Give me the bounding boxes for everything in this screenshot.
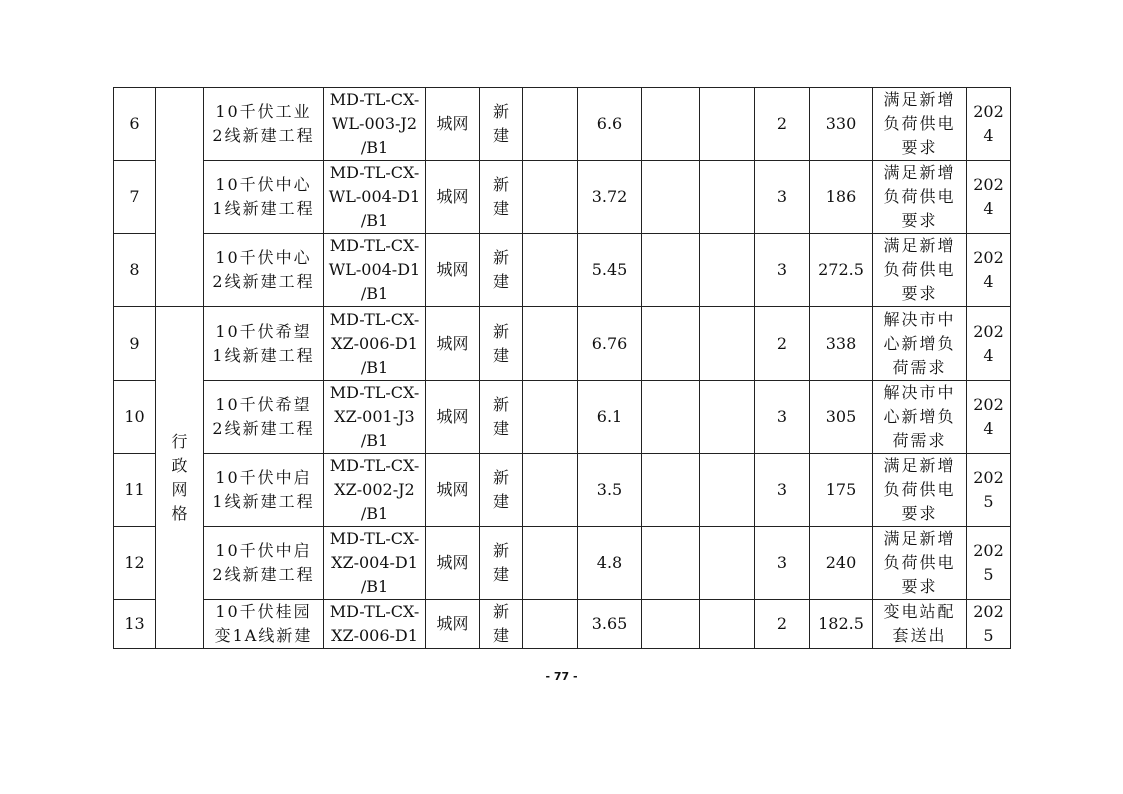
empty-cell [700, 307, 755, 381]
project-name-cell [204, 454, 324, 527]
purpose-text: 满足新增 负荷供电 要求 [883, 236, 956, 303]
project-code-cell [324, 234, 426, 307]
empty-cell [523, 600, 578, 649]
line-length-cell [578, 88, 642, 161]
project-name-text: 10千伏希望 1线新建工程 [212, 321, 315, 365]
table-row [114, 234, 1011, 307]
purpose-text: 满足新增 负荷供电 要求 [883, 90, 956, 157]
row-number-cell [114, 307, 156, 381]
purpose-cell [873, 527, 967, 600]
line-length-cell [578, 527, 642, 600]
project-name-text: 10千伏中启 1线新建工程 [212, 468, 315, 511]
year-text: 202 4 [973, 175, 1004, 218]
year-cell [967, 600, 1011, 649]
capacity-text: 186 [825, 187, 857, 206]
area-type-text: 城网 [436, 187, 469, 206]
row-number-cell [114, 600, 156, 649]
project-name-text: 10千伏桂园 变1A线新建 [214, 602, 313, 645]
project-code-cell [324, 161, 426, 234]
area-type-cell [426, 600, 480, 649]
purpose-cell [873, 307, 967, 381]
project-code-cell [324, 527, 426, 600]
construction-nature-cell [480, 161, 523, 234]
year-cell [967, 307, 1011, 381]
quantity-cell [755, 454, 810, 527]
capacity-text: 338 [825, 333, 857, 353]
year-cell [967, 454, 1011, 527]
year-text: 202 4 [973, 395, 1004, 438]
construction-nature-cell [480, 381, 523, 454]
construction-nature-text: 新 建 [492, 248, 509, 291]
quantity-text: 2 [776, 114, 788, 133]
construction-nature-cell [480, 234, 523, 307]
project-code-text: MD-TL-CX- XZ-006-D1 /B1 [329, 309, 420, 377]
capacity-text: 305 [825, 407, 857, 426]
quantity-text: 3 [776, 260, 788, 279]
empty-cell [642, 600, 700, 649]
capacity-text: 272.5 [818, 260, 864, 279]
construction-nature-cell [480, 527, 523, 600]
table-row [114, 600, 1011, 649]
capacity-cell [810, 527, 873, 600]
capacity-text: 330 [825, 114, 857, 133]
line-length-text: 3.72 [591, 187, 628, 206]
region-cell-blank [156, 88, 204, 307]
purpose-text: 满足新增 负荷供电 要求 [883, 456, 956, 523]
project-name-cell [204, 234, 324, 307]
line-length-cell [578, 234, 642, 307]
project-code-cell [324, 88, 426, 161]
region-label: 行 政 网 格 [171, 431, 188, 523]
project-name-text: 10千伏中启 2线新建工程 [212, 541, 315, 584]
project-name-text: 10千伏希望 2线新建工程 [212, 395, 315, 438]
capacity-cell [810, 88, 873, 161]
year-text: 202 5 [973, 602, 1004, 645]
project-code-text: MD-TL-CX- WL-004-D1 /B1 [328, 236, 421, 303]
project-code-text: MD-TL-CX- WL-003-J2 /B1 [329, 90, 420, 157]
row-number-text: 7 [129, 187, 140, 206]
empty-cell [642, 381, 700, 454]
quantity-cell [755, 234, 810, 307]
line-length-cell [578, 600, 642, 649]
line-length-cell [578, 161, 642, 234]
quantity-text: 3 [776, 187, 788, 206]
quantity-cell [755, 307, 810, 381]
area-type-text: 城网 [436, 553, 469, 572]
area-type-text: 城网 [436, 407, 469, 426]
capacity-text: 175 [825, 480, 857, 499]
row-number-cell [114, 161, 156, 234]
project-name-cell [204, 307, 324, 381]
line-length-cell [578, 454, 642, 527]
project-code-text: MD-TL-CX- XZ-002-J2 /B1 [329, 456, 420, 523]
line-length-text: 5.45 [591, 260, 628, 279]
capacity-text: 182.5 [818, 614, 864, 633]
row-number-cell [114, 234, 156, 307]
empty-cell [523, 88, 578, 161]
year-text: 202 4 [973, 248, 1004, 291]
project-code-cell [324, 381, 426, 454]
purpose-cell [873, 234, 967, 307]
capacity-cell [810, 381, 873, 454]
capacity-cell [810, 234, 873, 307]
year-cell [967, 527, 1011, 600]
empty-cell [523, 161, 578, 234]
construction-nature-text: 新 建 [492, 175, 509, 218]
year-cell [967, 234, 1011, 307]
project-code-text: MD-TL-CX- XZ-001-J3 /B1 [329, 383, 420, 450]
row-number-text: 11 [124, 480, 145, 499]
quantity-text: 2 [776, 614, 788, 633]
empty-cell [700, 88, 755, 161]
row-number-text: 9 [129, 333, 140, 353]
area-type-cell [426, 307, 480, 381]
project-table [113, 87, 1011, 649]
table-row [114, 381, 1011, 454]
year-cell [967, 381, 1011, 454]
area-type-cell [426, 527, 480, 600]
project-name-cell [204, 381, 324, 454]
project-name-text: 10千伏工业 2线新建工程 [212, 102, 315, 145]
area-type-text: 城网 [436, 333, 469, 353]
row-number-text: 8 [129, 260, 140, 279]
line-length-text: 6.6 [596, 114, 623, 133]
purpose-cell [873, 454, 967, 527]
year-text: 202 4 [973, 321, 1004, 365]
construction-nature-cell [480, 454, 523, 527]
purpose-text: 解决市中 心新增负 荷需求 [883, 383, 956, 450]
project-code-cell [324, 307, 426, 381]
capacity-cell [810, 307, 873, 381]
capacity-cell [810, 161, 873, 234]
area-type-text: 城网 [436, 614, 469, 633]
line-length-cell [578, 381, 642, 454]
row-number-cell [114, 381, 156, 454]
empty-cell [700, 454, 755, 527]
table-row [114, 527, 1011, 600]
table-body [114, 88, 1011, 649]
empty-cell [642, 527, 700, 600]
project-name-text: 10千伏中心 2线新建工程 [212, 248, 315, 291]
quantity-text: 3 [776, 553, 788, 572]
line-length-text: 6.76 [591, 333, 628, 353]
empty-cell [642, 161, 700, 234]
project-code-text: MD-TL-CX- WL-004-D1 /B1 [328, 163, 421, 230]
empty-cell [642, 234, 700, 307]
year-cell [967, 161, 1011, 234]
empty-cell [700, 381, 755, 454]
year-cell [967, 88, 1011, 161]
empty-cell [700, 600, 755, 649]
area-type-text: 城网 [436, 260, 469, 279]
line-length-text: 3.65 [591, 614, 628, 633]
row-number-cell [114, 454, 156, 527]
area-type-cell [426, 234, 480, 307]
project-code-cell [324, 600, 426, 649]
quantity-text: 3 [776, 480, 788, 499]
quantity-cell [755, 600, 810, 649]
empty-cell [523, 234, 578, 307]
table-row [114, 161, 1011, 234]
area-type-cell [426, 88, 480, 161]
purpose-text: 满足新增 负荷供电 要求 [883, 163, 956, 230]
empty-cell [642, 307, 700, 381]
empty-cell [700, 234, 755, 307]
quantity-cell [755, 161, 810, 234]
empty-cell [700, 161, 755, 234]
empty-cell [642, 454, 700, 527]
year-text: 202 5 [973, 541, 1004, 584]
area-type-cell [426, 454, 480, 527]
quantity-text: 3 [776, 407, 788, 426]
project-name-text: 10千伏中心 1线新建工程 [212, 175, 315, 218]
purpose-cell [873, 88, 967, 161]
purpose-text: 满足新增 负荷供电 要求 [883, 529, 956, 596]
capacity-cell [810, 600, 873, 649]
table-row [114, 454, 1011, 527]
region-cell [156, 307, 204, 649]
construction-nature-cell [480, 600, 523, 649]
line-length-text: 3.5 [596, 480, 623, 499]
row-number-text: 12 [124, 553, 145, 572]
area-type-cell [426, 161, 480, 234]
construction-nature-text: 新 建 [492, 602, 509, 645]
area-type-text: 城网 [436, 480, 469, 499]
capacity-text: 240 [825, 553, 857, 572]
purpose-cell [873, 161, 967, 234]
project-name-cell [204, 88, 324, 161]
area-type-cell [426, 381, 480, 454]
construction-nature-text: 新 建 [492, 395, 509, 438]
table-row [114, 88, 1011, 161]
purpose-text: 变电站配 套送出 [883, 602, 956, 645]
line-length-text: 6.1 [596, 407, 623, 426]
purpose-cell [873, 381, 967, 454]
quantity-cell [755, 527, 810, 600]
empty-cell [523, 454, 578, 527]
line-length-cell [578, 307, 642, 381]
project-name-cell [204, 527, 324, 600]
project-code-cell [324, 454, 426, 527]
quantity-text: 2 [776, 333, 788, 353]
row-number-text: 6 [129, 114, 140, 133]
construction-nature-text: 新 建 [492, 321, 509, 365]
construction-nature-text: 新 建 [492, 102, 509, 145]
project-name-cell [204, 161, 324, 234]
construction-nature-cell [480, 88, 523, 161]
project-name-cell [204, 600, 324, 649]
project-code-text: MD-TL-CX- XZ-006-D1 [329, 602, 420, 645]
row-number-text: 13 [124, 614, 145, 633]
empty-cell [523, 307, 578, 381]
construction-nature-text: 新 建 [492, 468, 509, 511]
purpose-text: 解决市中 心新增负 荷需求 [883, 309, 956, 377]
quantity-cell [755, 381, 810, 454]
construction-nature-text: 新 建 [492, 541, 509, 584]
page-number: - 77 - [545, 670, 578, 683]
empty-cell [642, 88, 700, 161]
line-length-text: 4.8 [596, 553, 623, 572]
project-code-text: MD-TL-CX- XZ-004-D1 /B1 [329, 529, 420, 596]
row-number-cell [114, 527, 156, 600]
capacity-cell [810, 454, 873, 527]
year-text: 202 5 [973, 468, 1004, 511]
area-type-text: 城网 [436, 114, 469, 133]
empty-cell [523, 381, 578, 454]
row-number-text: 10 [124, 407, 145, 426]
table-row [114, 307, 1011, 381]
purpose-cell [873, 600, 967, 649]
empty-cell [523, 527, 578, 600]
row-number-cell [114, 88, 156, 161]
empty-cell [700, 527, 755, 600]
construction-nature-cell [480, 307, 523, 381]
year-text: 202 4 [973, 102, 1004, 145]
quantity-cell [755, 88, 810, 161]
